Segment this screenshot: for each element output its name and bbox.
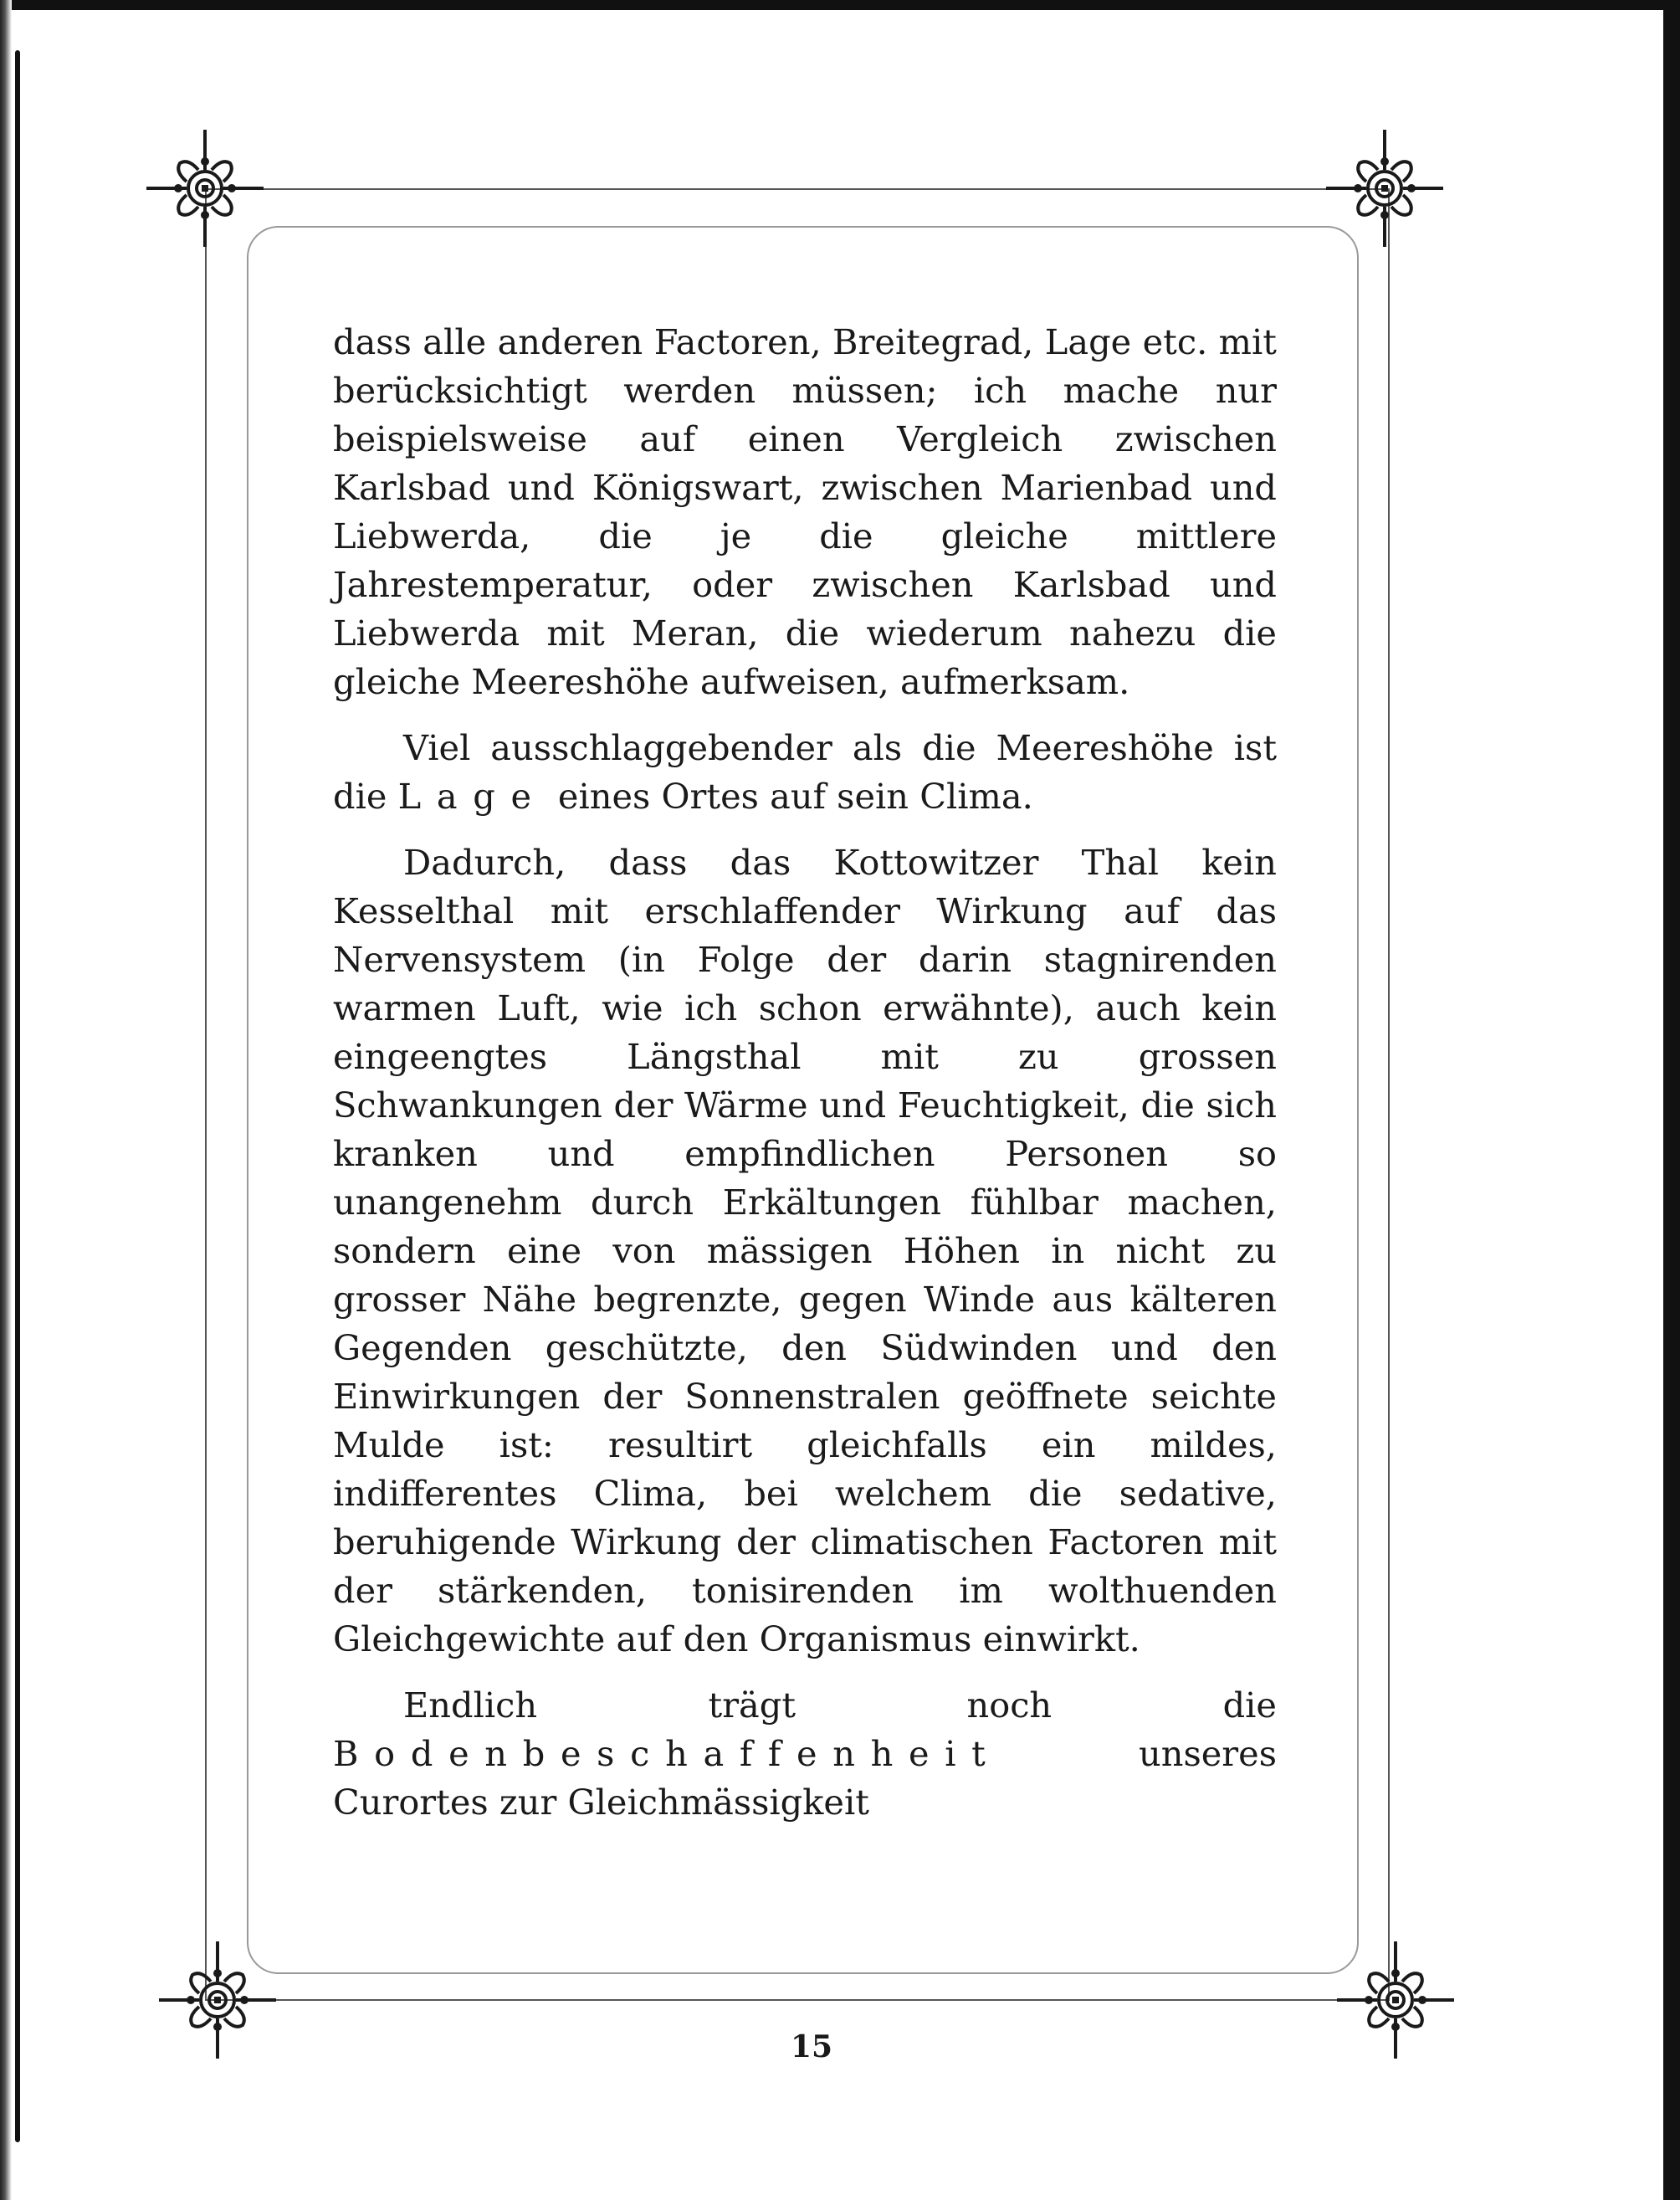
emphasis-lage: Lage — [397, 776, 547, 817]
paragraph-kottowitzer-thal: Dadurch, dass das Kottowitzer Thal kein Kesselthal mit erschlaffender Wirkung auf das Nervensystem (in Folge der darin stagnirenden warmen Luft, wie ich schon erwähnte), auch kein eingeengtes Längsthal mit zu grossen Schwankungen der Wärme und Feuchtigkeit, die sich kranken und empfindlichen Personen so unangenehm durch Erkältungen fühlbar machen, sondern eine von mässigen Höhen in nicht zu grosser Nähe begrenzte, gegen Winde aus kälteren Gegenden geschützte, den Südwinden und den Einwirkungen der Sonnenstralen geöffnete seichte Mulde ist: resultirt gleichfalls ein mildes, indifferentes Clima, bei welchem die sedative, beruhigende Wirkung der climatischen Factoren mit der stärkenden, tonisirenden im wolthuenden Gleichgewichte auf den Organismus einwirkt. — [333, 842, 1277, 1659]
page-number: 15 — [790, 2029, 833, 2064]
scan-edge-right — [1663, 0, 1680, 2200]
paragraph-bodenbeschaffenheit — [333, 1681, 1277, 1827]
emphasis-bodenbeschaffenheit: Bodenbeschaffenheit — [333, 1733, 1001, 1774]
scan-edge-top — [0, 0, 1680, 10]
book-spine-shadow — [15, 50, 20, 2142]
corner-ornament-top-left-icon — [142, 126, 268, 251]
paragraph-boden-end: unseres Curortes zur Gleichmässigkeit — [333, 1733, 1277, 1823]
paragraph-continuation: dass alle anderen Factoren, Breitegrad, Lage etc. mit berücksichtigt werden müssen; ich mache nur beispielsweise auf einen Vergleich zwischen Karlsbad und Königswart, zwischen Marienbad und Liebwerda, die je die gleiche mittlere Jahrestemperatur, oder zwischen Karlsbad und Liebwerda mit Meran, die wiederum nahezu die gleiche Meereshöhe aufweisen, aufmerksam. — [333, 321, 1277, 702]
scan-edge-left — [0, 0, 12, 2200]
corner-ornament-top-right-icon — [1322, 126, 1447, 251]
body-text — [333, 318, 1277, 1827]
paragraph-lage-start: Viel ausschlaggebender als die Meereshöhe ist die — [333, 727, 1277, 817]
paragraph-lage — [333, 724, 1277, 821]
paragraph-lage-end: eines Ortes auf sein Clima. — [546, 776, 1033, 817]
paragraph-boden-start: Endlich trägt noch die — [403, 1685, 1277, 1726]
